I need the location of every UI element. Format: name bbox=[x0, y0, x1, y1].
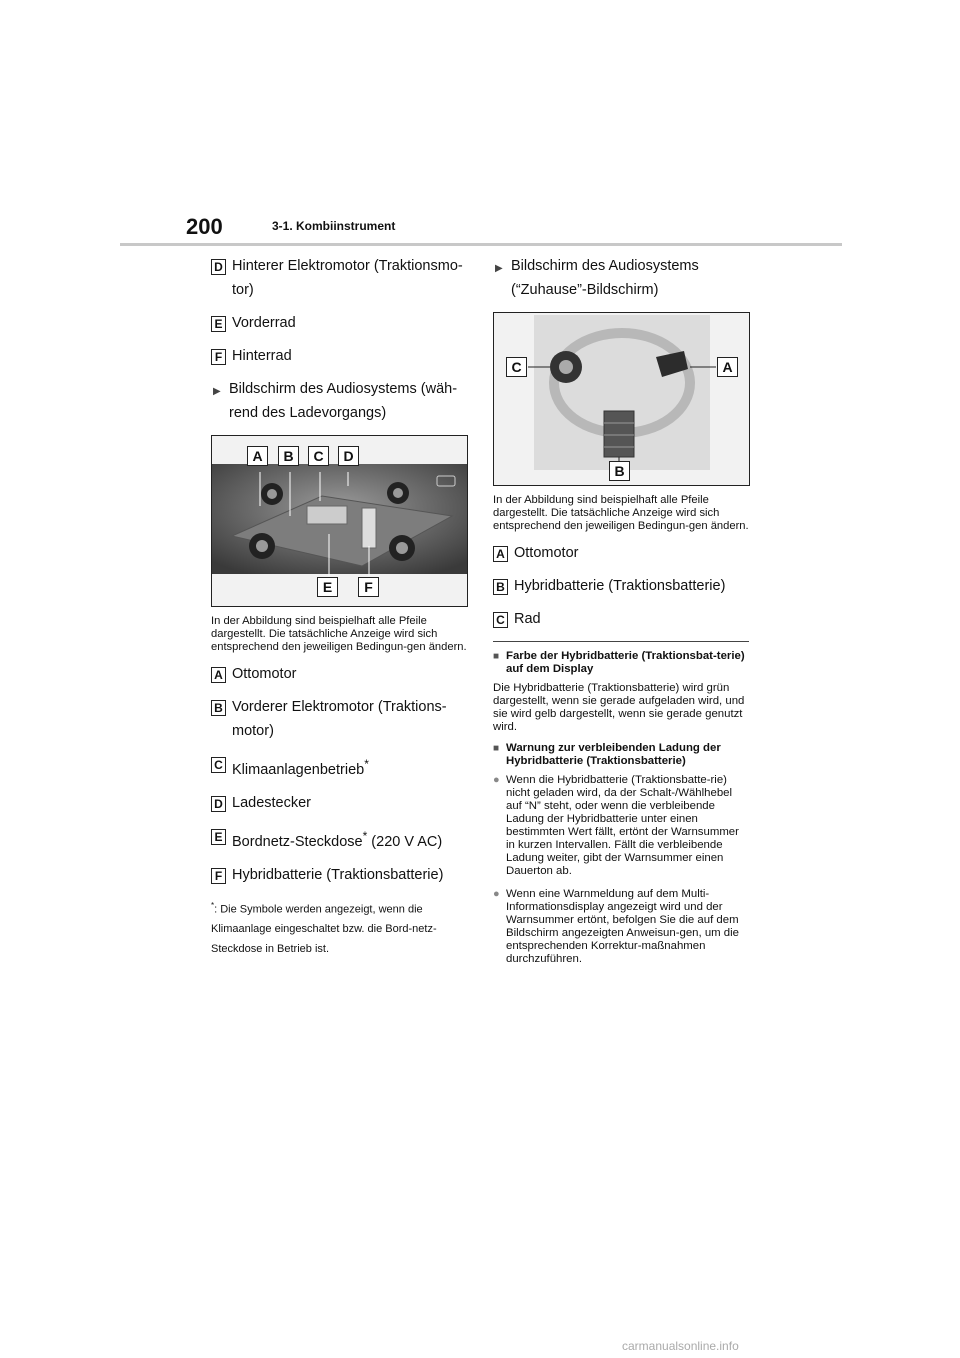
badge-label: D bbox=[211, 259, 226, 275]
footnote-text: : Die Symbole werden angezeigt, wenn die Klimaanlage eingeschaltet bzw. die Bord-netz-Steckdose in Betrieb ist. bbox=[211, 903, 437, 956]
bullet-text: Wenn die Hybridbatterie (Traktionsbatte-rie) nicht geladen wird, da der Schalt-/Wählhebel auf “N” steht, oder wenn die verbleibende Ladung der Hybridbatterie unter einen bestimmten Wert fällt, ertönt der Warnsummer in kurzen Intervallen. Fällt die verbleibende Ladung weiter, gibt der Warnsummer einen Dauerton ab. bbox=[506, 774, 739, 877]
callout-label: E bbox=[317, 577, 338, 597]
legend-item-e bbox=[211, 311, 467, 335]
legend-item-f bbox=[211, 344, 467, 368]
callout-label: C bbox=[308, 446, 329, 466]
circle-bullet-icon: ● bbox=[493, 888, 500, 900]
legend-text: Hinterer Elektromotor (Traktionsmo- tor) bbox=[232, 258, 463, 298]
bullet-item bbox=[493, 888, 749, 966]
legend-item-e2 bbox=[211, 824, 467, 854]
legend-text: Ottomotor bbox=[232, 666, 297, 682]
subheading-charging-screen bbox=[211, 377, 467, 425]
triangle-bullet-icon: ▶ bbox=[495, 263, 503, 274]
legend-text: Ottomotor bbox=[514, 545, 579, 561]
legend-item-c bbox=[211, 752, 467, 782]
legend-item-a bbox=[211, 662, 467, 686]
footnote-marker: * bbox=[364, 757, 369, 771]
badge-label: C bbox=[211, 757, 226, 773]
legend-text-suffix: (220 V AC) bbox=[367, 833, 443, 850]
legend-item-c bbox=[493, 607, 749, 631]
legend-text: Bordnetz-Steckdose bbox=[232, 833, 363, 850]
badge-label: F bbox=[211, 349, 226, 365]
bullet-item bbox=[493, 774, 749, 878]
callout-label: A bbox=[247, 446, 268, 466]
legend-item-b bbox=[493, 574, 749, 598]
legend-item-f2 bbox=[211, 863, 467, 887]
badge-label: B bbox=[211, 700, 226, 716]
figure-caption: In der Abbildung sind beispielhaft alle Pfeile dargestellt. Die tatsächliche Anzeige wird sich entsprechend den jeweiligen Bedingun-gen ändern. bbox=[493, 494, 749, 532]
badge-label: E bbox=[211, 829, 226, 845]
legend-item-a bbox=[493, 541, 749, 565]
legend-text: Vorderer Elektromotor (Traktions- motor) bbox=[232, 699, 447, 739]
charging-screen-figure bbox=[211, 435, 468, 607]
legend-text: Ladestecker bbox=[232, 794, 311, 811]
square-bullet-icon: ■ bbox=[493, 651, 500, 662]
callout-label: A bbox=[717, 357, 738, 377]
legend-text: Klimaanlagenbetrieb bbox=[232, 761, 365, 778]
section-divider bbox=[493, 641, 749, 642]
callout-label: B bbox=[609, 461, 630, 481]
callout-label: B bbox=[278, 446, 299, 466]
page-number: 200 bbox=[186, 214, 223, 239]
subheading-home-screen bbox=[493, 254, 749, 302]
subheading-text: Bildschirm des Audiosystems (“Zuhause”-Bildschirm) bbox=[511, 258, 699, 298]
badge-label: C bbox=[493, 612, 508, 628]
section-heading-battery-color bbox=[493, 650, 749, 676]
triangle-bullet-icon: ▶ bbox=[213, 386, 221, 397]
header-rule bbox=[120, 243, 842, 246]
left-column bbox=[211, 254, 467, 959]
chapter-title: 3-1. Kombiinstrument bbox=[272, 219, 396, 233]
legend-text: Vorderrad bbox=[232, 315, 296, 331]
footnote-mark: * bbox=[211, 900, 215, 910]
bullet-text: Wenn eine Warnmeldung auf dem Multi-Informationsdisplay angezeigt wird und der Warnsummer ertönt, befolgen Sie die auf dem Bildschirm angezeigten Anweisun-gen, um die entsprechenden Korrektur-maßnahmen durchzuführen. bbox=[506, 888, 740, 965]
legend-item-d2 bbox=[211, 791, 467, 815]
section-heading-text: Farbe der Hybridbatterie (Traktionsbat-terie) auf dem Display bbox=[506, 650, 745, 675]
subheading-text: Bildschirm des Audiosystems (wäh- rend des Ladevorgangs) bbox=[229, 381, 458, 421]
watermark: carmanualsonline.info bbox=[622, 1339, 739, 1353]
callout-label: F bbox=[358, 577, 379, 597]
legend-item-d bbox=[211, 254, 467, 302]
badge-label: E bbox=[211, 316, 226, 332]
badge-label: A bbox=[493, 546, 508, 562]
legend-text: Hybridbatterie (Traktionsbatterie) bbox=[232, 866, 444, 883]
callout-label: D bbox=[338, 446, 359, 466]
square-bullet-icon: ■ bbox=[493, 743, 500, 754]
figure-caption: In der Abbildung sind beispielhaft alle Pfeile dargestellt. Die tatsächliche Anzeige wird sich entsprechend den jeweiligen Bedingun-gen ändern. bbox=[211, 615, 467, 653]
home-screen-figure bbox=[493, 312, 750, 486]
badge-label: B bbox=[493, 579, 508, 595]
legend-text: Rad bbox=[514, 611, 541, 627]
energy-flow-illustration bbox=[494, 313, 749, 485]
badge-label: D bbox=[211, 796, 226, 812]
badge-label: A bbox=[211, 667, 226, 683]
legend-text: Hinterrad bbox=[232, 348, 292, 364]
footnote bbox=[211, 896, 467, 960]
legend-item-b bbox=[211, 695, 467, 743]
footnote-marker: * bbox=[362, 828, 368, 843]
section-body: Die Hybridbatterie (Traktionsbatterie) wird grün dargestellt, wenn sie gerade aufgeladen wird, und sie wird gelb dargestellt, wenn sie gerade genutzt wird. bbox=[493, 682, 745, 733]
badge-label: F bbox=[211, 868, 226, 884]
circle-bullet-icon: ● bbox=[493, 774, 500, 786]
callout-label: C bbox=[506, 357, 527, 377]
section-heading-charge-warning bbox=[493, 742, 749, 768]
legend-text: Hybridbatterie (Traktionsbatterie) bbox=[514, 578, 726, 594]
section-heading-text: Warnung zur verbleibenden Ladung der Hybridbatterie (Traktionsbatterie) bbox=[506, 742, 721, 767]
right-column bbox=[493, 254, 749, 976]
